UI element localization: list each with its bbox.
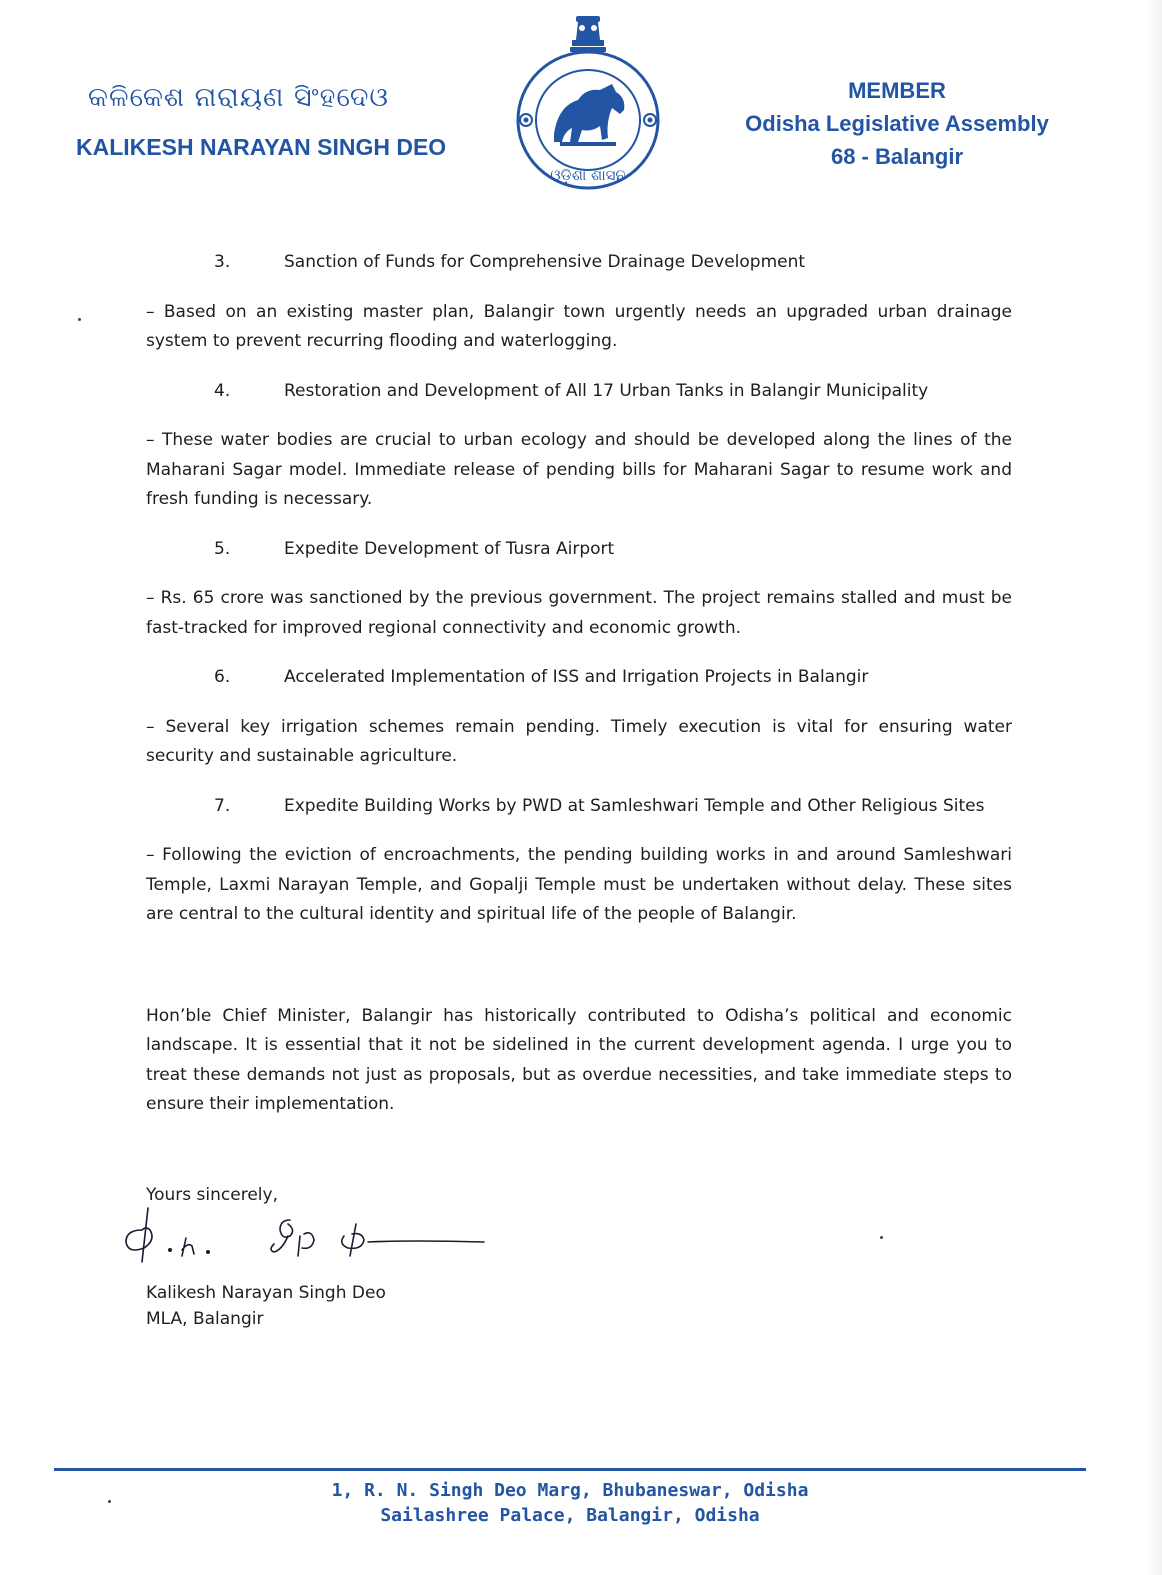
odisha-government-emblem <box>508 14 668 194</box>
konark-horse-icon <box>554 84 624 146</box>
page-edge-shadow <box>1148 0 1162 1575</box>
demand-item-title: Expedite Building Works by PWD at Samleshwari Temple and Other Religious Sites <box>284 795 985 816</box>
signer-name: Kalikesh Narayan Singh Deo <box>146 1283 386 1303</box>
demand-item <box>146 248 1012 357</box>
demand-item-number: 4. <box>214 380 231 401</box>
footer-address <box>300 1478 840 1528</box>
letter-body <box>146 248 1012 1120</box>
demand-item-description: – Rs. 65 crore was sanctioned by the previous government. The project remains stalled and must be fast-tracked for improved regional connectivity and economic growth. <box>146 588 1012 638</box>
closing-paragraph: Hon’ble Chief Minister, Balangir has historically contributed to Odisha’s political and economic landscape. It is essential that it not be sidelined in the current development agenda. I urge you to treat these demands not just as proposals, but as overdue necessities, and take immediate steps to ensure their implementation. <box>146 1005 1012 1114</box>
constituency: 68 - Balangir <box>830 144 964 169</box>
signer-title: MLA, Balangir <box>146 1309 264 1329</box>
demand-item-title: Expedite Development of Tusra Airport <box>284 538 615 559</box>
stray-mark <box>108 1500 111 1503</box>
demand-item-title: Sanction of Funds for Comprehensive Drainage Development <box>284 252 806 272</box>
designation-member: MEMBER <box>848 78 946 103</box>
demand-item-heading <box>146 248 1012 278</box>
demand-item-number: 6. <box>214 667 231 687</box>
demand-item-heading <box>146 663 1012 693</box>
demand-item <box>146 663 1012 772</box>
demand-item-description: – Several key irrigation schemes remain pending. Timely execution is vital for ensuring water security and sustainable agriculture. <box>146 716 1012 766</box>
lion-capital-icon <box>570 16 606 52</box>
demand-item-title: Restoration and Development of All 17 Urban Tanks in Balangir Municipality <box>284 380 929 401</box>
letterhead-designation-block <box>722 74 1072 173</box>
signer-details <box>146 1280 546 1332</box>
stray-mark <box>78 318 81 321</box>
demand-item-number: 5. <box>214 538 231 559</box>
demand-item-number: 3. <box>214 252 231 272</box>
demand-item-heading <box>146 792 1012 822</box>
demand-item <box>146 535 1012 644</box>
demand-item-number: 7. <box>214 795 231 816</box>
letterhead-name-odia: କଳିକେଶ ନାରାୟଣ ସିଂହଦେଓ <box>88 82 390 113</box>
demand-item-description: – Following the eviction of encroachments, the pending building works in and around Samleshwari Temple, Laxmi Narayan Temple, and Gopalji Temple must be undertaken without delay. These sites are central to the cultural identity and spiritual life of the people of Balangir. <box>146 845 1012 924</box>
demand-item <box>146 792 1012 930</box>
footer-address-line1: 1, R. N. Singh Deo Marg, Bhubaneswar, Odisha <box>331 1480 809 1501</box>
footer-divider <box>54 1468 1086 1471</box>
stray-mark <box>880 1236 883 1239</box>
valediction: Yours sincerely, <box>146 1185 278 1205</box>
assembly-name: Odisha Legislative Assembly <box>745 111 1049 136</box>
demand-item-description: – These water bodies are crucial to urban ecology and should be developed along the lines of the Maharani Sagar model. Immediate release of pending bills for Maharani Sagar to resume work and fresh funding is necessary. <box>146 430 1012 509</box>
letterhead-name-english: KALIKESH NARAYAN SINGH DEO <box>76 134 447 160</box>
demand-item-heading <box>146 535 1012 565</box>
demand-item <box>146 377 1012 515</box>
emblem-text: ଓଡ଼ିଶା ଶାସନ <box>550 166 626 184</box>
footer-address-line2: Sailashree Palace, Balangir, Odisha <box>380 1505 760 1526</box>
demand-item-description: – Based on an existing master plan, Balangir town urgently needs an upgraded urban drainage system to prevent recurring flooding and waterlogging. <box>146 301 1012 351</box>
handwritten-signature <box>112 1200 492 1270</box>
demand-item-heading <box>146 377 1012 407</box>
demand-item-title: Accelerated Implementation of ISS and Irrigation Projects in Balangir <box>284 667 869 687</box>
